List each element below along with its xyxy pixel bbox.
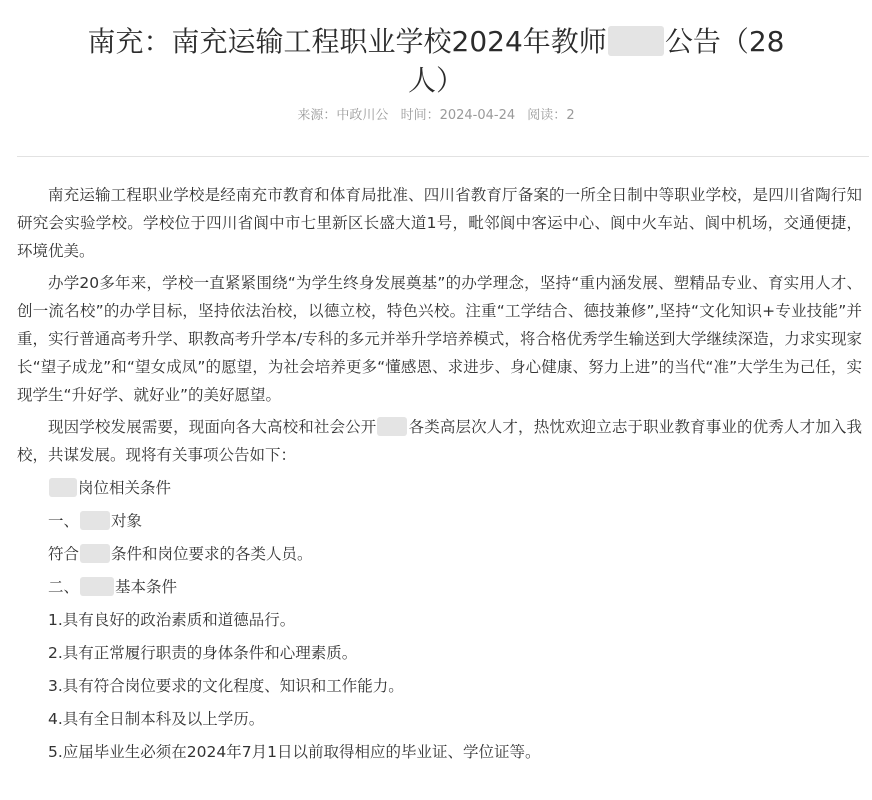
paragraph-history: 办学20多年来，学校一直紧紧围绕“为学生终身发展奠基”的办学理念，坚持“重内涵发展、塑精品专业、育实用人才、创一流名校”的办学目标，坚持依法治校，以德立校，特色兴校。注重“工学结合、德技兼修”,坚持“文化知识+专业技能”并重，实行普通高考升学、职教高考升学本/专科的多元并举升学培养模式，将合格优秀学生输送到大学继续深造，力求实现家长“望子成龙”和“望女成凤”的愿望，为社会培养更多“懂感恩、求进步、身心健康、努力上进”的当代“准”大学生为己任，实现学生“升好学、就好业”的美好愿望。 <box>17 274 862 404</box>
subsection-1-suffix: 对象 <box>111 512 143 530</box>
section-heading-text: 岗位相关条件 <box>78 479 172 497</box>
paragraph-intro: 南充运输工程职业学校是经南充市教育和体育局批准、四川省教育厅备案的一所全日制中等职业学校，是四川省陶行知研究会实验学校。学校位于四川省阆中市七里新区长盛大道1号，毗邻阆中客运中心、阆中火车站、阆中机场，交通便捷，环境优美。 <box>17 186 862 260</box>
blurred-text <box>80 577 114 596</box>
blurred-text <box>49 478 77 497</box>
header-divider <box>17 156 869 157</box>
subsection-1-text-a: 符合 <box>48 545 80 563</box>
section-heading <box>17 472 862 505</box>
blurred-text <box>377 417 407 436</box>
subsection-1-text <box>17 538 862 571</box>
recruit-text-a: 现因学校发展需要，现面向各大高校和社会公开 <box>48 418 377 436</box>
title-text-start: 南充：南充运输工程职业学校2024年教师 <box>87 25 607 58</box>
list-item: 3.具有符合岗位要求的文化程度、知识和工作能力。 <box>48 677 404 695</box>
views-value: 2 <box>566 108 575 123</box>
subsection-2-heading <box>17 571 862 604</box>
subsection-1-prefix: 一、 <box>48 512 80 530</box>
blurred-text <box>80 544 110 563</box>
blurred-text <box>80 511 110 530</box>
subsection-2-prefix: 二、 <box>48 578 80 596</box>
source-field <box>297 108 388 123</box>
article-title <box>80 22 792 100</box>
views-field <box>527 108 574 123</box>
blurred-text <box>608 26 664 56</box>
views-label: 阅读： <box>527 108 567 123</box>
article-body <box>17 181 862 769</box>
subsection-1-heading <box>17 505 862 538</box>
recruit-text-b: 各类高层次人才，热忱欢迎立志于职业教育事业的优秀人才加入我校，共谋发展。现将有关事项公告如下： <box>17 418 862 464</box>
title-text-end: 公告（28人） <box>407 25 785 97</box>
subsection-2-suffix: 基本条件 <box>115 578 178 596</box>
source-value: 中政川公 <box>336 108 389 123</box>
source-label: 来源： <box>297 108 337 123</box>
subsection-1-text-b: 条件和岗位要求的各类人员。 <box>111 545 313 563</box>
article-meta <box>0 107 872 125</box>
time-field <box>401 108 516 123</box>
list-item: 4.具有全日制本科及以上学历。 <box>48 710 265 728</box>
paragraph-recruit <box>17 413 862 469</box>
list-item: 2.具有正常履行职责的身体条件和心理素质。 <box>48 644 358 662</box>
list-item: 5.应届毕业生必须在2024年7月1日以前取得相应的毕业证、学位证等。 <box>48 743 541 761</box>
time-value: 2024-04-24 <box>439 108 516 123</box>
list-item: 1.具有良好的政治素质和道德品行。 <box>48 611 296 629</box>
time-label: 时间： <box>400 108 440 123</box>
